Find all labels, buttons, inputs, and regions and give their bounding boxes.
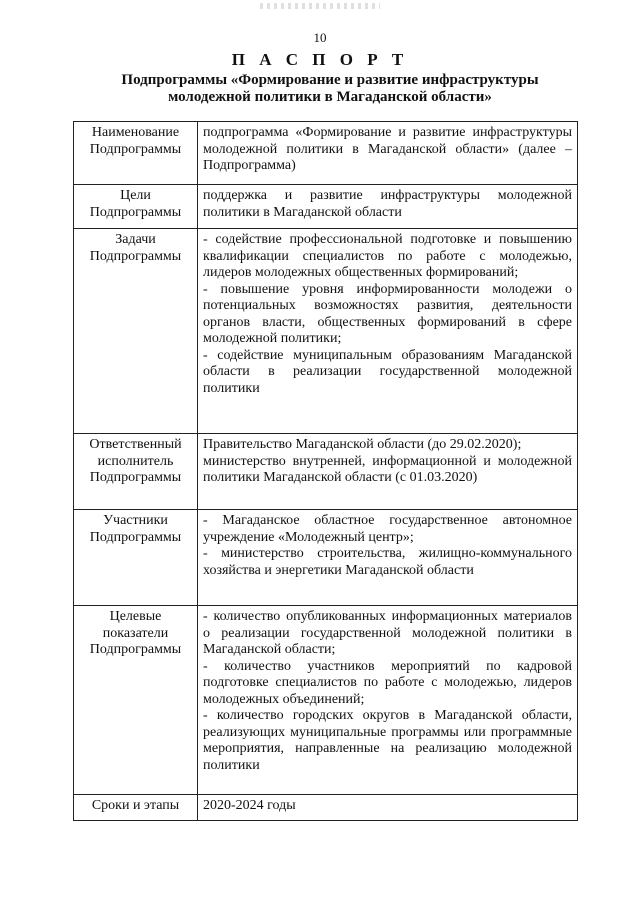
label-line: Цели bbox=[120, 188, 151, 203]
row-value bbox=[198, 122, 578, 185]
table-row bbox=[74, 434, 578, 510]
table-row bbox=[74, 606, 578, 795]
label-line: Подпрограммы bbox=[89, 529, 182, 545]
label-line: Задачи bbox=[115, 232, 156, 247]
subtitle-line-1: Подпрограммы «Формирование и развитие инфраструктуры bbox=[121, 72, 539, 88]
label-line: Ответственный bbox=[89, 437, 182, 452]
table-row bbox=[74, 122, 578, 185]
value-paragraph: министерство внутренней, информационной и молодежной политики Магаданской области (с 01.03.2020) bbox=[203, 453, 572, 485]
value-paragraph: - Магаданское областное государственное автономное учреждение «Молодежный центр»; bbox=[203, 513, 572, 545]
label-line: Участники bbox=[103, 513, 168, 528]
page-number: 10 bbox=[313, 30, 327, 45]
value-paragraph: - повышение уровня информированности молодежи о потенциальных возможностях развития, деятельности органов власти, общественных формирований в сфере молодежной политики; bbox=[203, 281, 572, 346]
value-paragraph: - количество участников мероприятий по кадровой подготовке специалистов по работе с молодежью, лидеров молодежных объединений; bbox=[203, 658, 572, 707]
value-paragraph: - количество городских округов в Магаданской области, реализующих муниципальные программы или программные мероприятия, направленные на реализацию молодежной политики bbox=[203, 708, 572, 773]
row-label bbox=[74, 185, 198, 229]
row-value bbox=[198, 185, 578, 229]
row-label bbox=[74, 434, 198, 510]
document-title: П А С П О Р Т bbox=[231, 50, 409, 69]
label-line: Подпрограммы bbox=[89, 204, 182, 220]
value-paragraph: - содействие муниципальным образованиям Магаданской области в реализации государственной молодежной политики bbox=[203, 347, 572, 396]
label-line: Подпрограммы bbox=[89, 642, 182, 657]
value-paragraph: Правительство Магаданской области (до 29.02.2020); bbox=[203, 437, 522, 452]
value-paragraph: поддержка и развитие инфраструктуры молодежной политики в Магаданской области bbox=[203, 188, 572, 220]
row-value bbox=[198, 510, 578, 606]
subtitle-line-2: молодежной политики в Магаданской области» bbox=[168, 89, 492, 105]
passport-table bbox=[73, 121, 578, 821]
label-line: Подпрограммы bbox=[89, 470, 182, 485]
value-paragraph: подпрограмма «Формирование и развитие инфраструктуры молодежной политики в Магаданской области» (далее – Подпрограмма) bbox=[203, 125, 572, 173]
row-value bbox=[198, 229, 578, 434]
value-paragraph: - министерство строительства, жилищно-коммунального хозяйства и энергетики Магаданской области bbox=[203, 546, 572, 578]
table-row bbox=[74, 795, 578, 821]
row-value bbox=[198, 606, 578, 795]
label-line: Целевые bbox=[109, 609, 162, 624]
row-value bbox=[198, 795, 578, 821]
table-row bbox=[74, 229, 578, 434]
value-paragraph: - количество опубликованных информационных материалов о реализации государственной молодежной политики в Магаданской области; bbox=[203, 609, 572, 657]
row-label bbox=[74, 122, 198, 185]
value-paragraph: - содействие профессиональной подготовке и повышению квалификации специалистов по работе с молодежью, лидеров молодежных общественных формирований; bbox=[203, 232, 572, 280]
label-line: показатели bbox=[102, 625, 169, 641]
value-paragraph: 2020-2024 годы bbox=[203, 798, 296, 813]
label-line: Наименование bbox=[91, 125, 180, 140]
row-label bbox=[74, 795, 198, 821]
row-label bbox=[74, 606, 198, 795]
row-value bbox=[198, 434, 578, 510]
document-subtitle bbox=[100, 72, 560, 106]
table-row bbox=[74, 510, 578, 606]
row-label bbox=[74, 510, 198, 606]
label-line: Подпрограммы bbox=[89, 141, 182, 157]
table-row bbox=[74, 185, 578, 229]
scan-artifact bbox=[260, 3, 380, 9]
label-line: Сроки и этапы bbox=[91, 798, 180, 813]
label-line: исполнитель bbox=[97, 453, 174, 469]
row-label bbox=[74, 229, 198, 434]
label-line: Подпрограммы bbox=[89, 248, 182, 264]
